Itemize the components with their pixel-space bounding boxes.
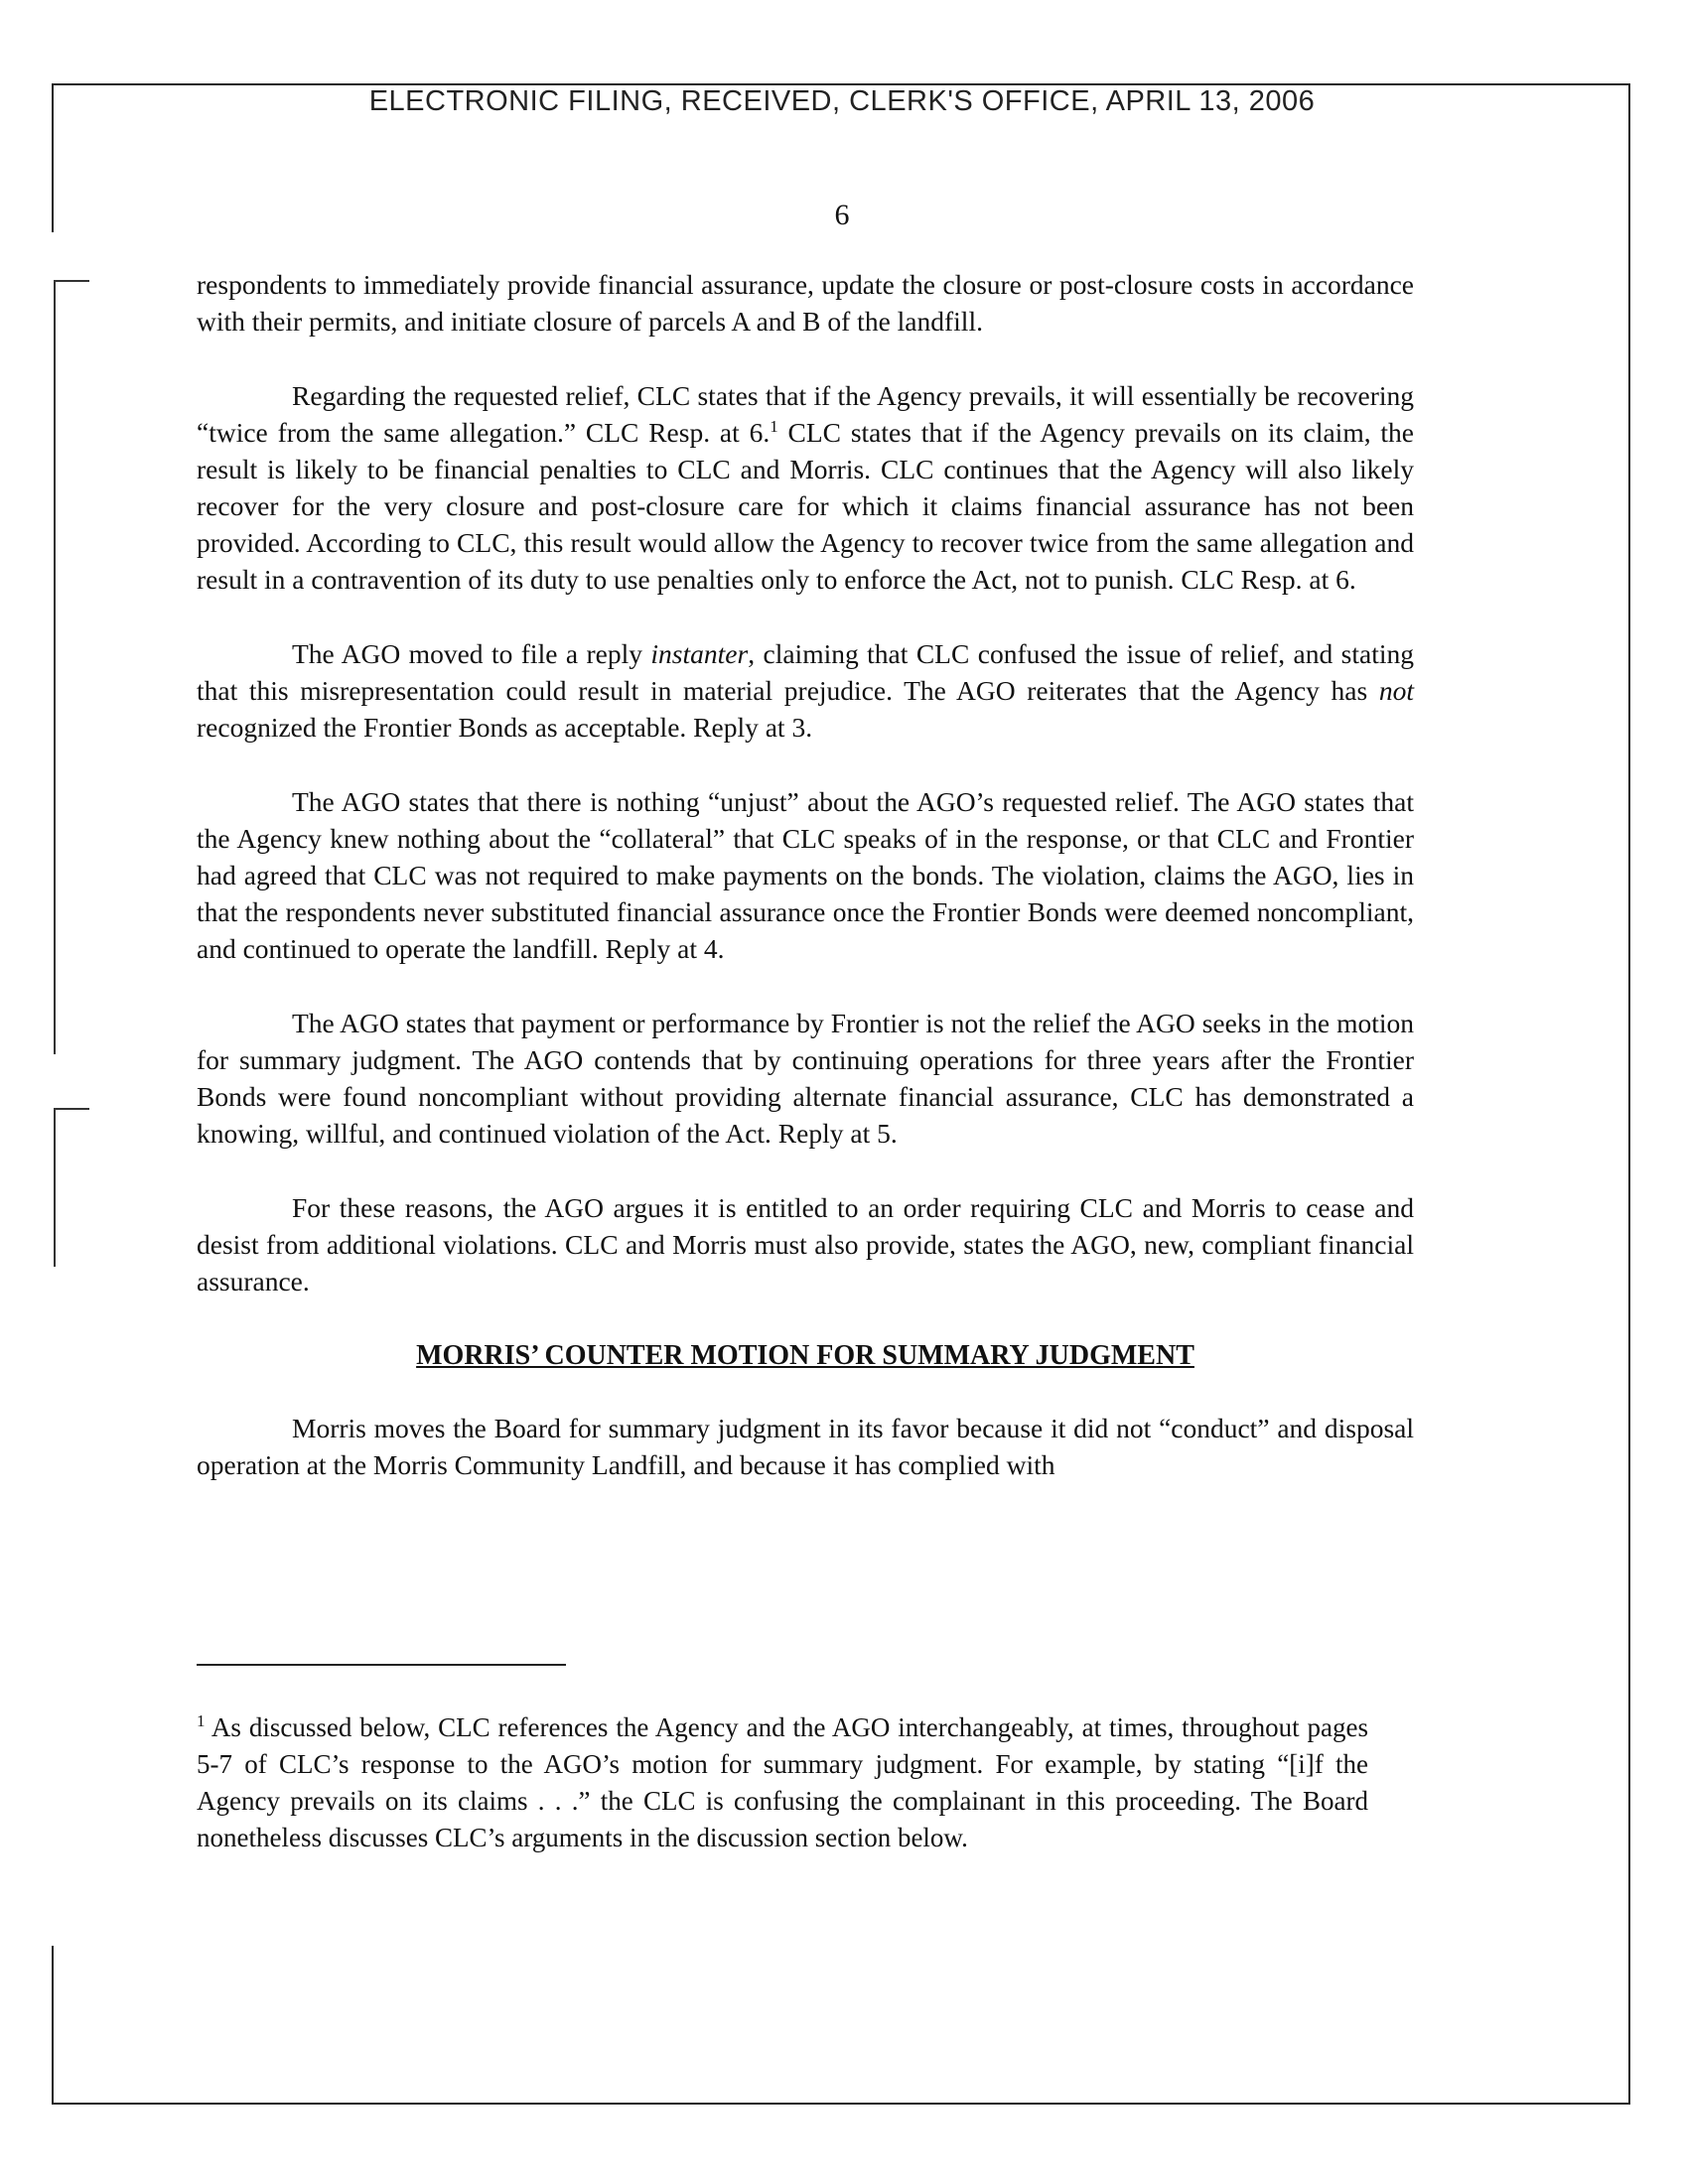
- paragraph: respondents to immediately provide financial assurance, update the closure or post-closure costs in accordance with their permits, and initiate closure of parcels A and B of the landfill.: [197, 269, 1414, 337]
- paragraph: [197, 377, 1414, 598]
- document-body: [197, 266, 1414, 1521]
- paragraph: The AGO states that there is nothing “unjust” about the AGO’s requested relief. The AGO states that the Agency knew nothing about the “collateral” that CLC speaks of in the response, or that CLC and Frontier had agreed that CLC was not required to make payments on the bonds. The violation, claims the AGO, lies in that the respondents never substituted financial assurance once the Frontier Bonds were deemed noncompliant, and continued to operate the landfill. Reply at 4.: [197, 786, 1414, 964]
- page-number: 6: [834, 199, 850, 231]
- paragraph: [197, 635, 1414, 746]
- footnote: [197, 1709, 1368, 1856]
- filing-stamp: ELECTRONIC FILING, RECEIVED, CLERK'S OFFICE, APRIL 13, 2006: [368, 85, 1316, 117]
- margin-bracket: [54, 1108, 56, 1267]
- paragraph-text: Regarding the requested relief, CLC states that if the Agency prevails, it will essentially be recovering “twice from the same allegation.” CLC Resp. at 6.: [197, 380, 1414, 448]
- italic-term: not: [1378, 675, 1414, 706]
- paragraph-text: , claiming that CLC confused the issue of relief, and stating that this misrepresentation could result in material prejudice. The AGO reiterates that the Agency has: [197, 638, 1415, 706]
- footnote-text: As discussed below, CLC references the Agency and the AGO interchangeably, at times, throughout pages 5-7 of CLC’s response to the AGO’s motion for summary judgment. For example, by stating “[i]f the Agency prevails on its claims . . .” the CLC is confusing the complainant in this proceeding. The Board nonetheless discusses CLC’s arguments in the discussion section below.: [197, 1712, 1368, 1852]
- paragraph: For these reasons, the AGO argues it is entitled to an order requiring CLC and Morris to cease and desist from additional violations. CLC and Morris must also provide, states the AGO, new, compliant financial assurance.: [197, 1192, 1414, 1297]
- paragraph: The AGO states that payment or performance by Frontier is not the relief the AGO seeks in the motion for summary judgment. The AGO contends that by continuing operations for three years after the Frontier Bonds were found noncompliant without providing alternate financial assurance, CLC has demonstrated a knowing, willful, and continued violation of the Act. Reply at 5.: [197, 1008, 1414, 1149]
- section-heading: MORRIS’ COUNTER MOTION FOR SUMMARY JUDGMENT: [416, 1340, 1194, 1371]
- paragraph: Morris moves the Board for summary judgment in its favor because it did not “conduct” and disposal operation at the Morris Community Landfill, and because it has complied with: [197, 1413, 1414, 1480]
- italic-term: instanter: [650, 638, 749, 669]
- footnote-divider: [197, 1664, 566, 1666]
- footnote-marker: 1: [197, 1711, 206, 1730]
- paragraph-text: CLC states that if the Agency prevails on its claim, the result is likely to be financial penalties to CLC and Morris. CLC continues that the Agency will also likely recover for the very closure and post-closure care for which it claims financial assurance has not been provided. According to CLC, this result would allow the Agency to recover twice from the same allegation and result in a contravention of its duty to use penalties only to enforce the Act, not to punish. CLC Resp. at 6.: [197, 417, 1414, 595]
- page-border-left-bottom: [52, 1946, 54, 2105]
- paragraph-text: The AGO moved to file a reply: [292, 638, 651, 669]
- margin-bracket: [54, 280, 56, 1054]
- paragraph-text: recognized the Frontier Bonds as acceptable. Reply at 3.: [197, 712, 813, 743]
- footnote-reference: 1: [770, 416, 778, 436]
- footnotes: [197, 1709, 1368, 1856]
